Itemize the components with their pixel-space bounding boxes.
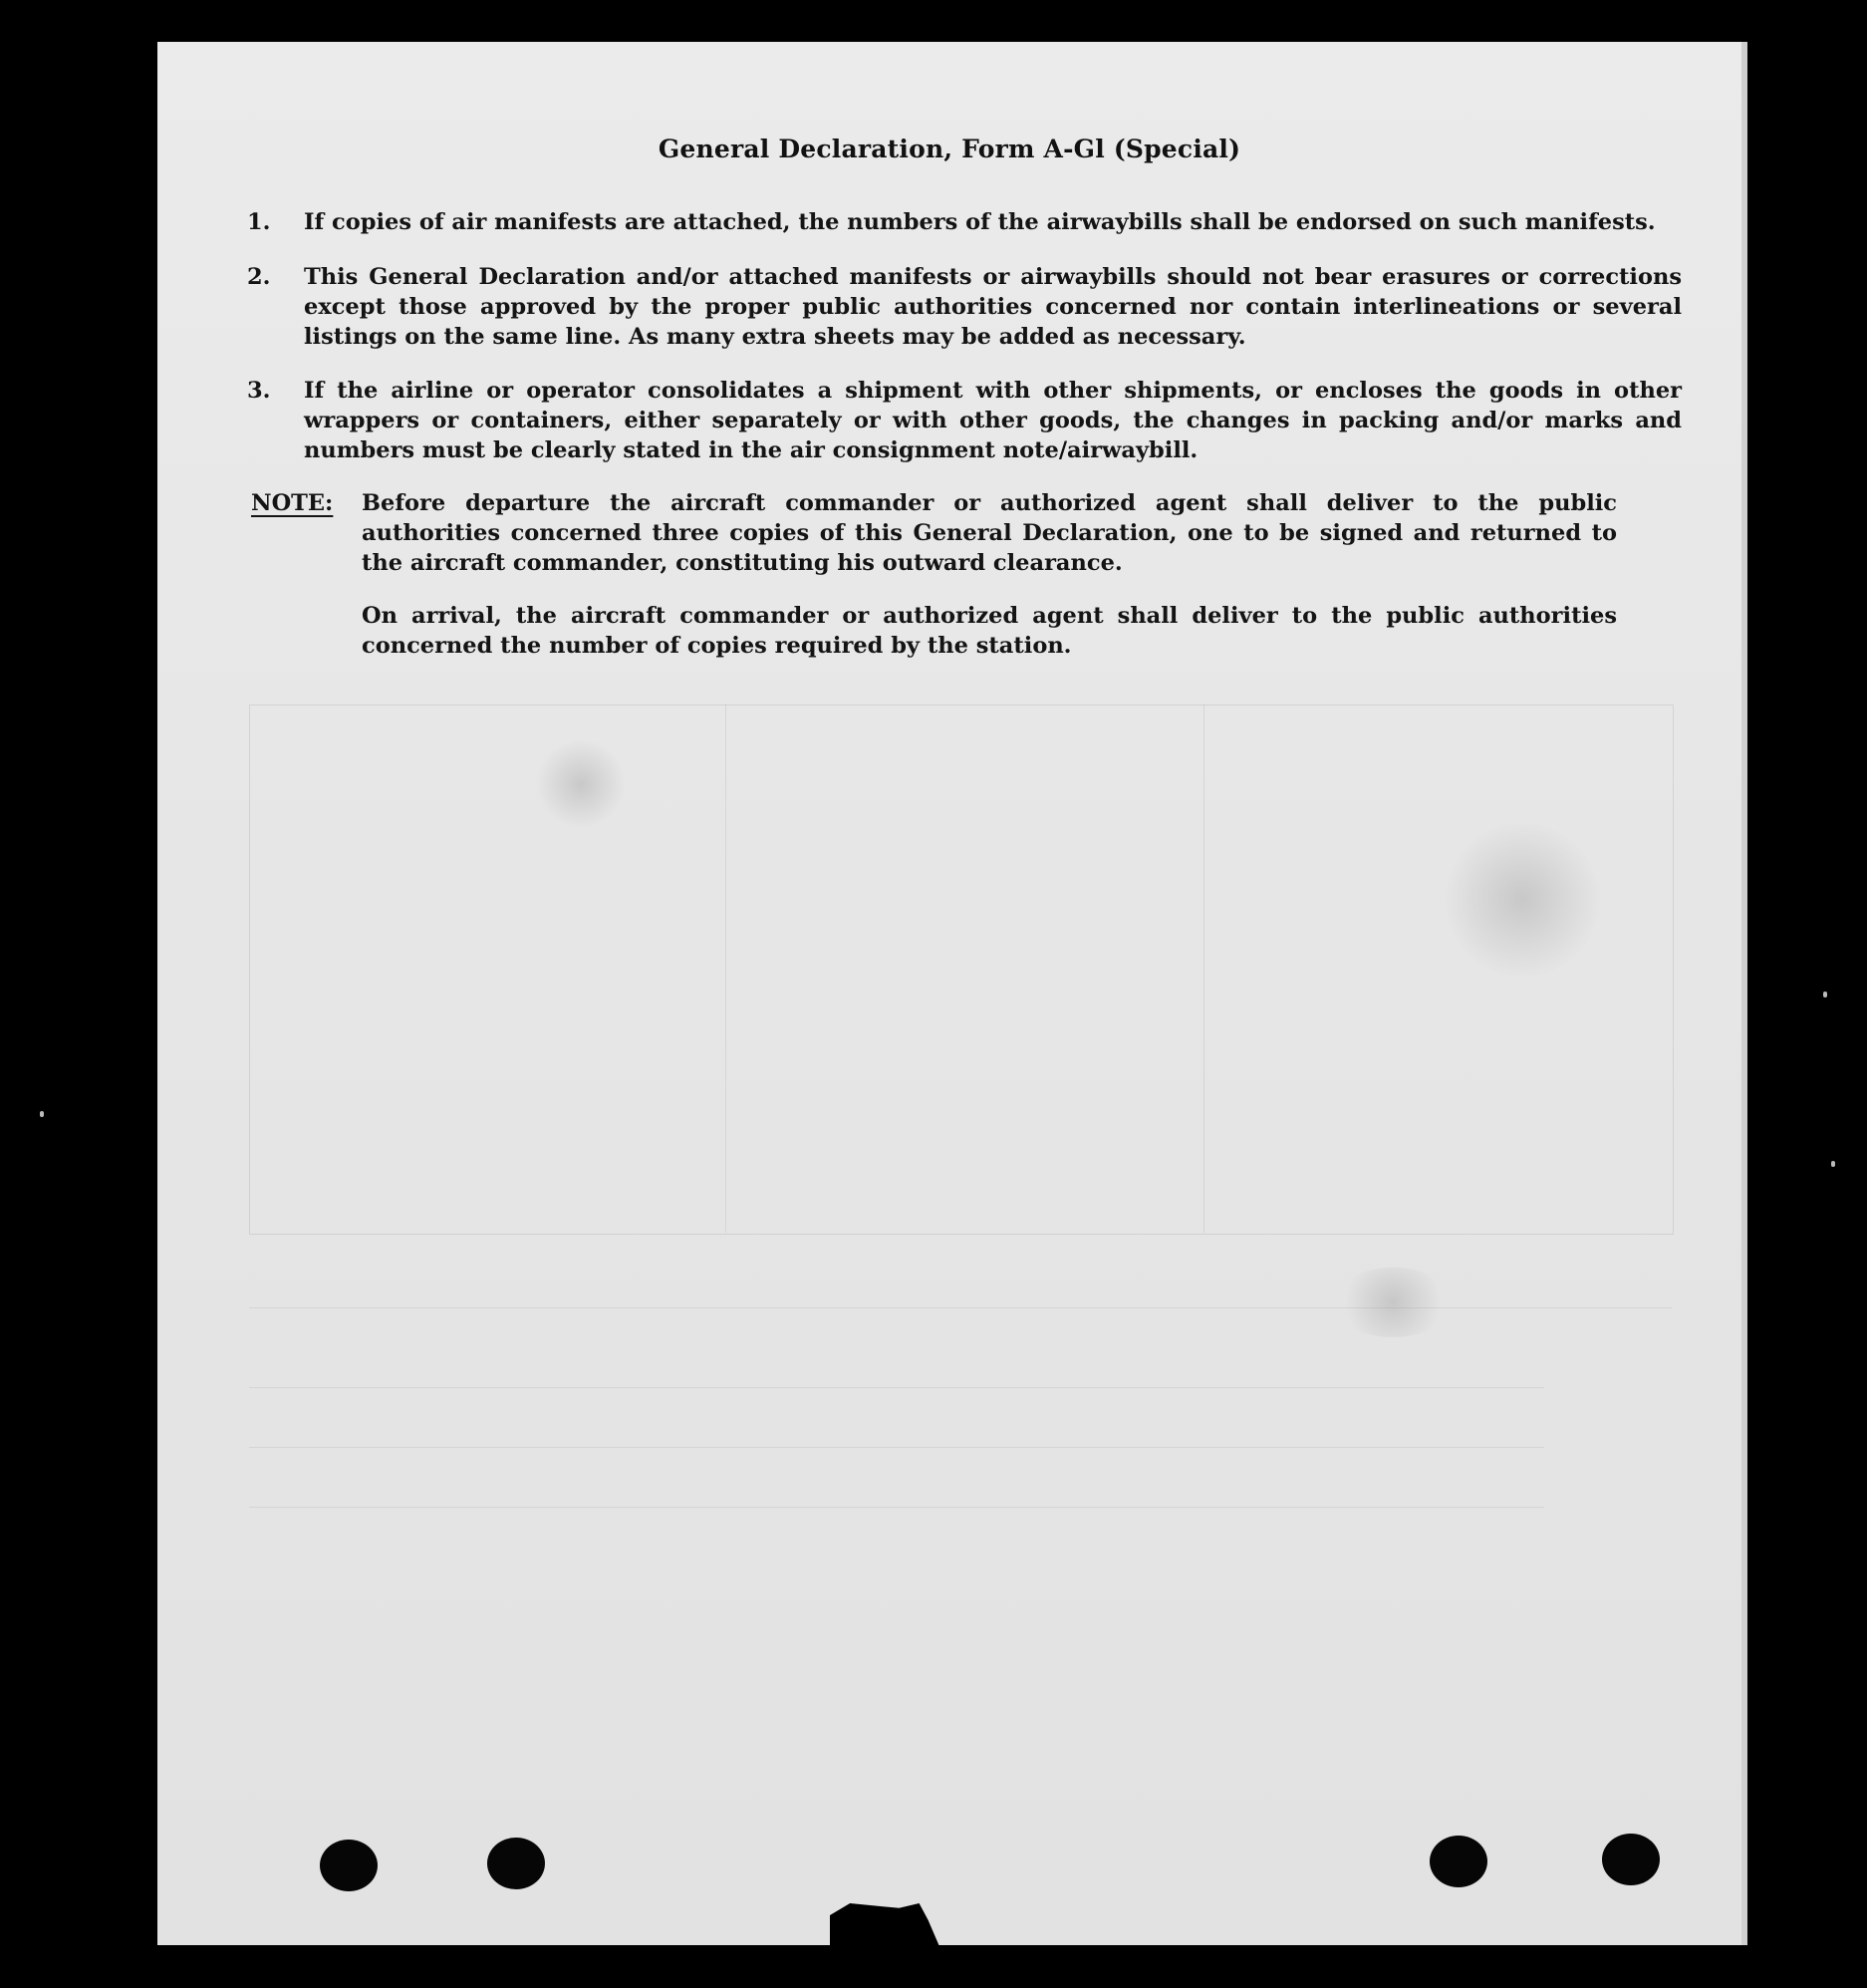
note-paragraph: On arrival, the aircraft commander or authorized agent shall deliver to the public authorities concerned the number of copies required by the station.	[362, 603, 1617, 659]
paper-smudge	[1443, 819, 1602, 979]
item-text: If copies of air manifests are attached, the numbers of the airwaybills shall be endorsed on such manifests.	[304, 209, 1656, 235]
punch-hole	[1602, 1834, 1660, 1885]
item-number: 3.	[247, 378, 271, 404]
punch-hole	[487, 1838, 545, 1889]
note-paragraph: Before departure the aircraft commander or authorized agent shall deliver to the public authorities concerned three copies of this General Declaration, one to be signed and returned to the aircraft commander, constituting his outward clearance.	[362, 490, 1617, 576]
punch-hole	[320, 1840, 378, 1891]
bleed-through-rule	[725, 705, 726, 1233]
note-label: NOTE:	[251, 490, 334, 516]
scan-speck	[1831, 1161, 1835, 1167]
scan-speck	[40, 1111, 44, 1117]
instruction-item-3	[247, 376, 1682, 465]
instruction-item-1	[247, 207, 1682, 237]
paper-smudge	[1333, 1268, 1453, 1337]
punch-hole	[1430, 1836, 1487, 1887]
item-number: 1.	[247, 209, 271, 235]
item-number: 2.	[247, 264, 271, 290]
item-text: If the airline or operator consolidates a shipment with other shipments, or encloses the goods in other wrappers or containers, either separately or with other goods, the changes in packing and/or marks and numbers must be clearly stated in the air consignment note/airwaybill.	[304, 378, 1682, 463]
bleed-through-form-box	[249, 705, 1674, 1235]
instruction-item-2	[247, 262, 1682, 352]
bleed-through-rule	[249, 1447, 1544, 1448]
bleed-through-rule	[249, 1507, 1544, 1508]
item-text: This General Declaration and/or attached manifests or airwaybills should not bear erasures or corrections except those approved by the proper public authorities concerned nor contain interlineations or several listings on the same line. As many extra sheets may be added as necessary.	[304, 264, 1682, 350]
scan-speck	[1823, 992, 1827, 997]
bleed-through-rule	[1203, 705, 1204, 1233]
page-title: General Declaration, Form A-Gl (Special)	[658, 135, 1241, 163]
torn-edge	[830, 1903, 941, 1951]
bleed-through-rule	[249, 1307, 1672, 1308]
paper-sheet	[157, 42, 1747, 1945]
paper-smudge	[536, 739, 626, 829]
bleed-through-rule	[249, 1387, 1544, 1388]
